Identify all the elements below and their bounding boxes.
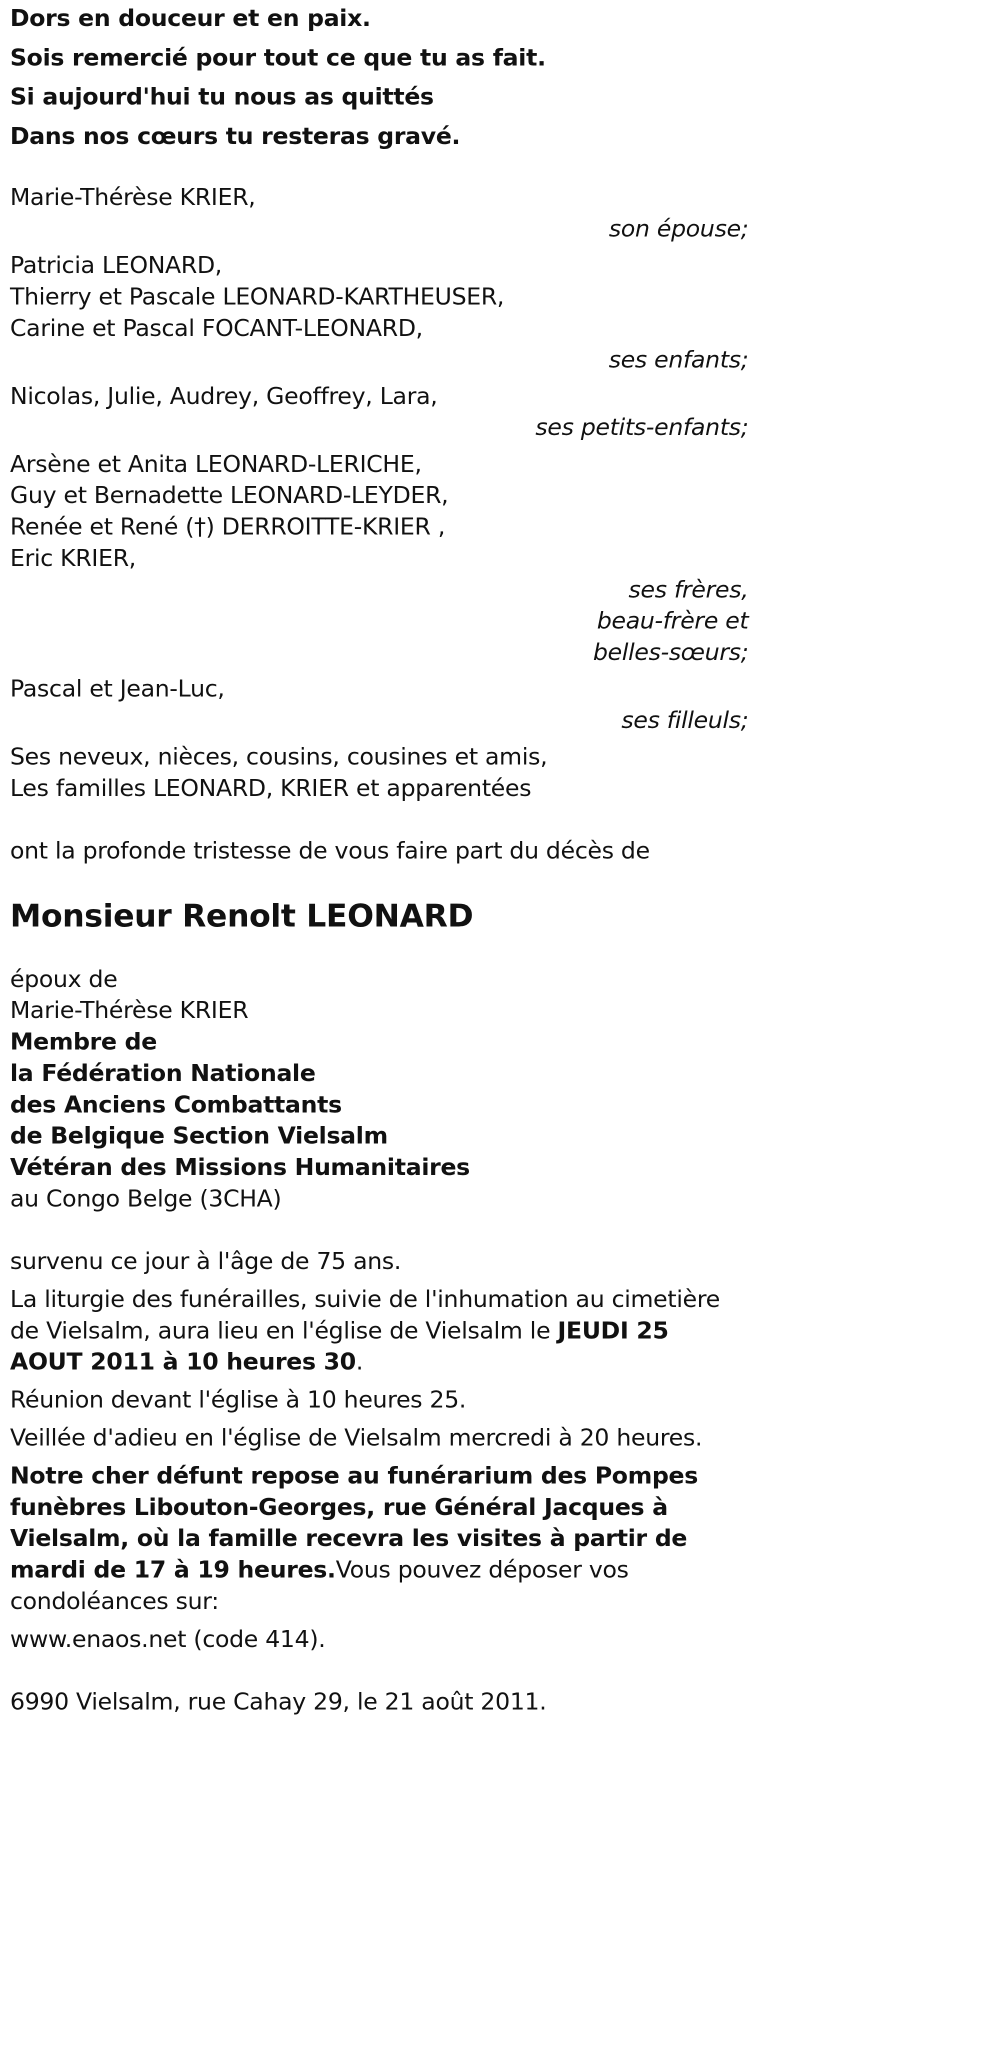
other-relatives xyxy=(10,742,1000,805)
other-line: Ses neveux, nièces, cousins, cousines et amis, xyxy=(10,743,548,772)
condolences-text: Vous pouvez déposer vos condoléances sur: xyxy=(10,1556,629,1616)
family-role: belles-sœurs; xyxy=(592,639,749,667)
family-role: son épouse; xyxy=(608,215,749,244)
family-name: Marie-Thérèse KRIER, xyxy=(10,184,256,212)
poem-line: Si aujourd'hui tu nous as quittés xyxy=(10,83,434,112)
spouse-name: Marie-Thérèse KRIER xyxy=(10,997,249,1025)
family-name: Pascal et Jean-Luc, xyxy=(10,675,225,704)
membership-line: de Belgique Section Vielsalm xyxy=(10,1122,388,1151)
liturgy-end: . xyxy=(355,1348,364,1377)
deceased-details xyxy=(10,965,1000,1216)
family-grandchildren xyxy=(10,382,1000,445)
family-name: Patricia LEONARD, xyxy=(10,252,223,280)
vigil-line: Veillée d'adieu en l'église de Vielsalm mercredi à 20 heures. xyxy=(10,1424,703,1453)
family-role: ses petits-enfants; xyxy=(535,414,749,442)
repose-paragraph xyxy=(10,1461,722,1618)
family-name: Renée et René (†) DERROITTE-KRIER , xyxy=(10,513,446,542)
repose-text: Notre cher défunt repose au funérarium des Pompes funèbres Libouton-Georges, rue Général Jacques à Vielsalm, où la famille recevra les visites à partir de mardi de 17 à 19 heures. xyxy=(10,1462,698,1585)
family-role: ses filleuls; xyxy=(621,707,749,735)
membership-tail: au Congo Belge (3CHA) xyxy=(10,1185,282,1213)
membership-line: des Anciens Combattants xyxy=(10,1091,342,1119)
spouse-label: époux de xyxy=(10,965,118,994)
announcement: ont la profonde tristesse de vous faire part du décès de xyxy=(10,837,650,866)
family-name: Carine et Pascal FOCANT-LEONARD, xyxy=(10,314,423,343)
age-line: survenu ce jour à l'âge de 75 ans. xyxy=(10,1248,402,1276)
other-line: Les familles LEONARD, KRIER et apparentées xyxy=(10,775,532,803)
deceased-name: Monsieur Renolt LEONARD xyxy=(10,897,474,935)
family-role: beau-frère et xyxy=(596,607,749,636)
poem xyxy=(10,0,1000,157)
liturgy-date: JEUDI 25 AOUT 2011 à 10 heures 30 xyxy=(10,1317,669,1377)
liturgy-text: La liturgie des funérailles, suivie de l'inhumation au cimetière de Vielsalm, aura lieu en l'église de Vielsalm le xyxy=(10,1286,720,1345)
poem-line: Sois remercié pour tout ce que tu as fait. xyxy=(10,44,546,72)
membership-line: Vétéran des Missions Humanitaires xyxy=(10,1154,470,1182)
family-name: Arsène et Anita LEONARD-LERICHE, xyxy=(10,450,422,479)
family-role: ses frères, xyxy=(628,576,749,604)
liturgy-paragraph xyxy=(10,1285,722,1379)
family-godchildren xyxy=(10,674,1000,737)
family-children xyxy=(10,251,1000,376)
family-name: Nicolas, Julie, Audrey, Geoffrey, Lara, xyxy=(10,382,438,411)
family-name: Guy et Bernadette LEONARD-LEYDER, xyxy=(10,482,449,510)
poem-line: Dans nos cœurs tu resteras gravé. xyxy=(10,122,461,151)
family-name: Eric KRIER, xyxy=(10,545,137,573)
address-line: 6990 Vielsalm, rue Cahay 29, le 21 août 2011. xyxy=(10,1688,547,1717)
family-name: Thierry et Pascale LEONARD-KARTHEUSER, xyxy=(10,283,505,312)
meeting-line: Réunion devant l'église à 10 heures 25. xyxy=(10,1386,467,1415)
obituary-document xyxy=(10,0,1000,1719)
membership-line: la Fédération Nationale xyxy=(10,1059,316,1088)
membership-line: Membre de xyxy=(10,1028,157,1057)
family-siblings xyxy=(10,450,1000,670)
poem-line: Dors en douceur et en paix. xyxy=(10,5,371,33)
family-spouse xyxy=(10,183,1000,246)
website-line: www.enaos.net (code 414). xyxy=(10,1625,326,1654)
family-role: ses enfants; xyxy=(608,346,749,374)
